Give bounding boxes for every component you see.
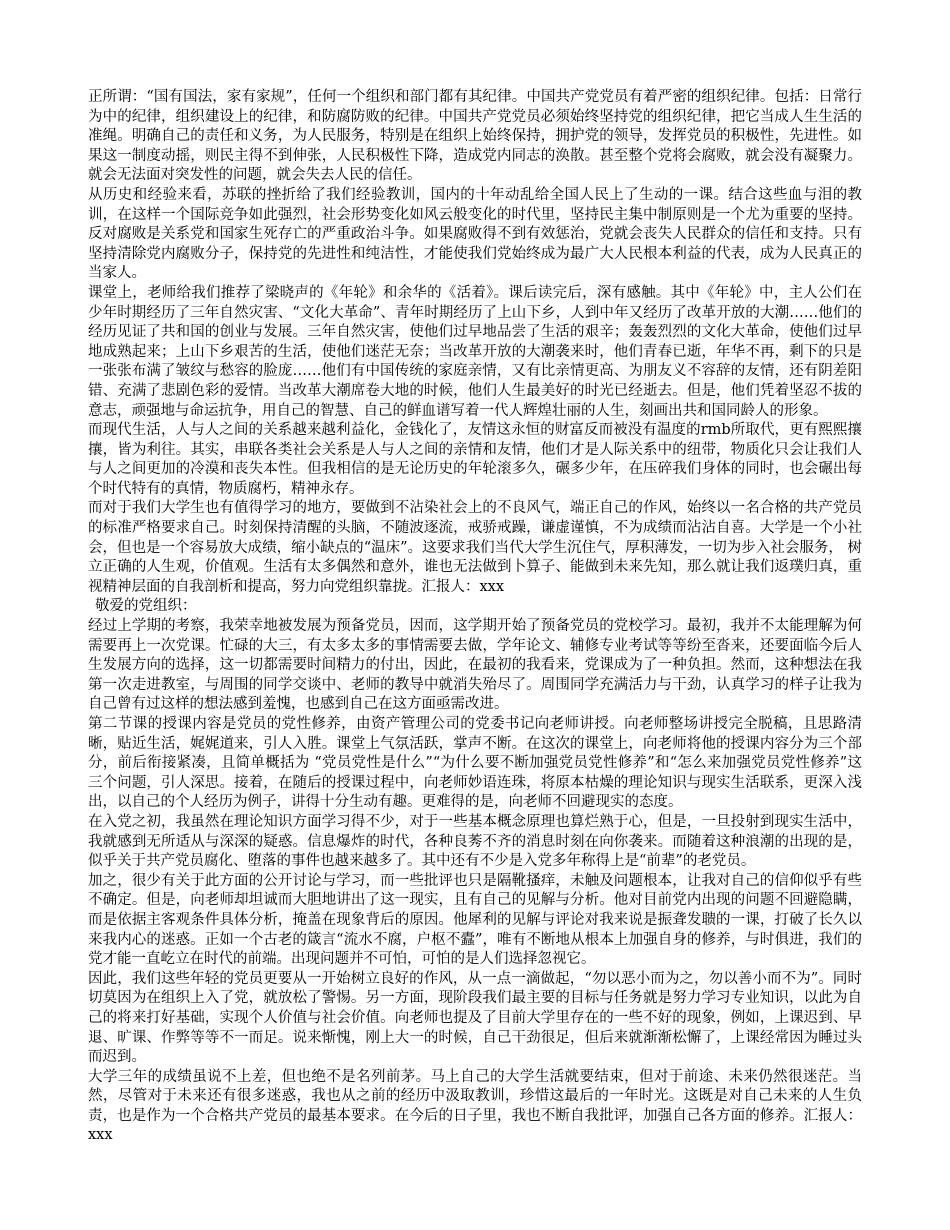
paragraph-party-school-intro: 经过上学期的考察，我荣幸地被发展为预备党员，因而，这学期开始了预备党员的党校学习。最初，我并不太能理解为何需要再上一次党课。忙碌的大三，有太多太多的事情需要去做，学年论文、辅修专业考试等等纷至沓来，还要面临今后人生发展方向的选择，这一切都需要时间精力的付出，因此，在最初的我看来，党课成为了一种负担。然而，这种想法在我第一次走进教室，与周围的同学交谈中、老师的教导中就消失殆尽了。周围同学充满活力与干劲，认真学习的样子让我为自己曾有过这样的想法感到羞愧，也感到自己在这方面亟需改进。 <box>88 618 862 713</box>
paragraph-student-lessons: 而对于我们大学生也有值得学习的地方，要做到不沾染社会上的不良风气，端正自己的作风，始终以一名合格的共产党员的标准严格要求自己。时刻保持清醒的头脑，不随波逐流，戒骄戒躁，谦虚谨慎，不为成绩而沾沾自喜。大学是一个小社会，但也是一个容易放大成绩，缩小缺点的“温床”。这要求我们当代大学生沉住气，厚积薄发，一切为步入社会服务， 树立正确的人生观，价值观。生活有太多偶然和意外，谁也无法做到卜算子、能做到未来先知，那么就让我们返璞归真，重视精神层面的自我剖析和提高，努力向党组织靠拢。汇报人：xxx <box>88 500 862 595</box>
letter-salutation: 敬爱的党组织： <box>95 598 197 615</box>
paragraph-book-recommendation: 课堂上，老师给我们推荐了梁晓声的《年轮》和余华的《活着》。课后读完后，深有感触。其中《年轮》中，主人公们在少年时期经历了三年自然灾害、“文化大革命”、青年时期经历了上山下乡，人到中年又经历了改革开放的大潮……他们的经历见证了共和国的创业与发展。三年自然灾害，使他们过早地品尝了生活的艰辛；轰轰烈烈的文化大革命，使他们过早地成熟起来；上山下乡艰苦的生活，使他们迷茫无奈；当改革开放的大潮袭来时，他们青春已逝，年华不再，剩下的只是一张张布满了皱纹与愁容的脸庞……他们有中国传统的家庭亲情，又有比亲情更高、为朋友义不容辞的友情，还有阴差阳错、充满了悲剧色彩的爱情。当改革大潮席卷大地的时候，他们人生最美好的时光已经逝去。但是，他们凭着坚忍不拔的意志，顽强地与命运抗争，用自己的智慧、自己的鲜血谱写着一代人辉煌壮丽的人生，刻画出共和国同龄人的形象。 <box>88 284 862 419</box>
paragraph-modern-life: 而现代生活，人与人之间的关系越来越利益化，金钱化了，友情这永恒的财富反而被没有温度的rmb所取代，更有熙熙攘攘，皆为利往。其实，串联各类社会关系是人与人之间的亲情和友情，他们才是人际关系中的纽带，物质化只会让我们人与人之间更加的冷漠和丧失本性。但我相信的是无论历史的年轮滚多久，碾多少年，在压碎我们身体的同时，也会碾出每个时代特有的真情，物质腐朽，精神永存。 <box>88 422 862 497</box>
paragraph-conclusion: 大学三年的成绩虽说不上差，但也绝不是名列前茅。马上自己的大学生活就要结束，但对于前途、未来仍然很迷茫。当然，尽管对于未来还有很多迷惑，我也从之前的经历中汲取教训，珍惜这最后的一年时光。这既是对自己未来的人生负责，也是作为一个合格共产党员的最基本要求。在今后的日子里，我也不断自我批评，加强自己各方面的修养。汇报人：xxx <box>88 1068 862 1144</box>
paragraph-teacher-analysis: 加之，很少有关于此方面的公开讨论与学习，而一些批评也只是隔靴搔痒，未触及问题根本，让我对自己的信仰似乎有些不确定。但是，向老师却坦诚而大胆地讲出了这一现实，且有自己的见解与分析。他对目前党内出现的问题不回避隐瞒，而是依据主客观条件具体分析，掩盖在现象背后的原因。他犀利的见解与评论对我来说是振聋发聩的一课，打破了长久以来我内心的迷惑。正如一个古老的箴言“流水不腐，户枢不蠹”，唯有不断地从根本上加强自身的修养，与时俱进，我们的党才能一直屹立在时代的前端。出现问题并不可怕，可怕的是人们选择忽视它。 <box>88 872 862 968</box>
paragraph-young-members: 因此，我们这些年轻的党员更要从一开始树立良好的作风，从一点一滴做起，“勿以恶小而为之，勿以善小而不为”。同时切莫因为在组织上入了党，就放松了警惕。另一方面，现阶段我们最主要的目标与任务就是努力学习专业知识，以此为自己的将来打好基础，实现个人价值与社会价值。向老师也提及了目前大学里存在的一些不好的现象，例如，上课迟到、早退、旷课、作弊等等不一而足。说来惭愧，刚上大一的时候，自己干劲很足，但后来就渐渐松懈了，上课经常因为睡过头而迟到。 <box>88 970 862 1066</box>
paragraph-history-lessons: 从历史和经验来看，苏联的挫折给了我们经验教训，国内的十年动乱给全国人民上了生动的一课。结合这些血与泪的教训，在这样一个国际竞争如此强烈，社会形势变化如风云般变化的时代里，坚持民主集中制原则是一个尤为重要的坚持。反对腐败是关系党和国家生死存亡的严重政治斗争。如果腐败得不到有效惩治，党就会丧失人民群众的信任和支持。只有坚持清除党内腐败分子，保持党的先进性和纯洁性，才能使我们党始终成为最广大人民根本利益的代表，成为人民真正的当家人。 <box>88 186 862 282</box>
paragraph-second-lesson: 第二节课的授课内容是党员的党性修养，由资产管理公司的党委书记向老师讲授。向老师整场讲授完全脱稿，且思路清晰，贴近生活，娓娓道来，引人入胜。课堂上气氛活跃，掌声不断。在这次的课堂上，向老师将他的授课内容分为三个部分，前后衔接紧凑，且简单概括为 “党员党性是什么”“为什么要不断加强党员党性修养”和“怎么来加强党员党性修养”这三个问题，引人深思。接着，在随后的授课过程中，向老师妙语连珠，将原本枯燥的理论知识与现实生活联系，更深入浅出，以自己的个人经历为例子，讲得十分生动有趣。更难得的是，向老师不回避现实的态度。 <box>88 716 862 811</box>
document-body <box>88 88 862 1146</box>
paragraph-early-membership: 在入党之初，我虽然在理论知识方面学习得不少，对于一些基本概念原理也算烂熟于心，但是，一旦投射到现实生活中，我就感到无所适从与深深的疑惑。信息爆炸的时代，各种良莠不齐的消息时刻在向你袭来。而随着这种浪潮的出现的是，似乎关于共产党员腐化、堕落的事件也越来越多了。其中还有不少是入党多年称得上是“前辈”的老党员。 <box>88 813 862 870</box>
paragraph-organizational-discipline: 正所谓：“国有国法，家有家规”，任何一个组织和部门都有其纪律。中国共产党党员有着严密的组织纪律。包括：日常行为中的纪律，组织建设上的纪律，和防腐防败的纪律。中国共产党党员必须始终坚持党的组织纪律，把它当成人生生活的准绳。明确自己的责任和义务，为人民服务，特别是在组织上始终保持，拥护党的领导，发挥党员的积极性，先进性。如果这一制度动摇，则民主得不到伸张，人民积极性下降，造成党内同志的涣散。甚至整个党将会腐败，就会没有凝聚力。就会无法面对突发性的问题，就会失去人民的信任。 <box>88 89 862 184</box>
